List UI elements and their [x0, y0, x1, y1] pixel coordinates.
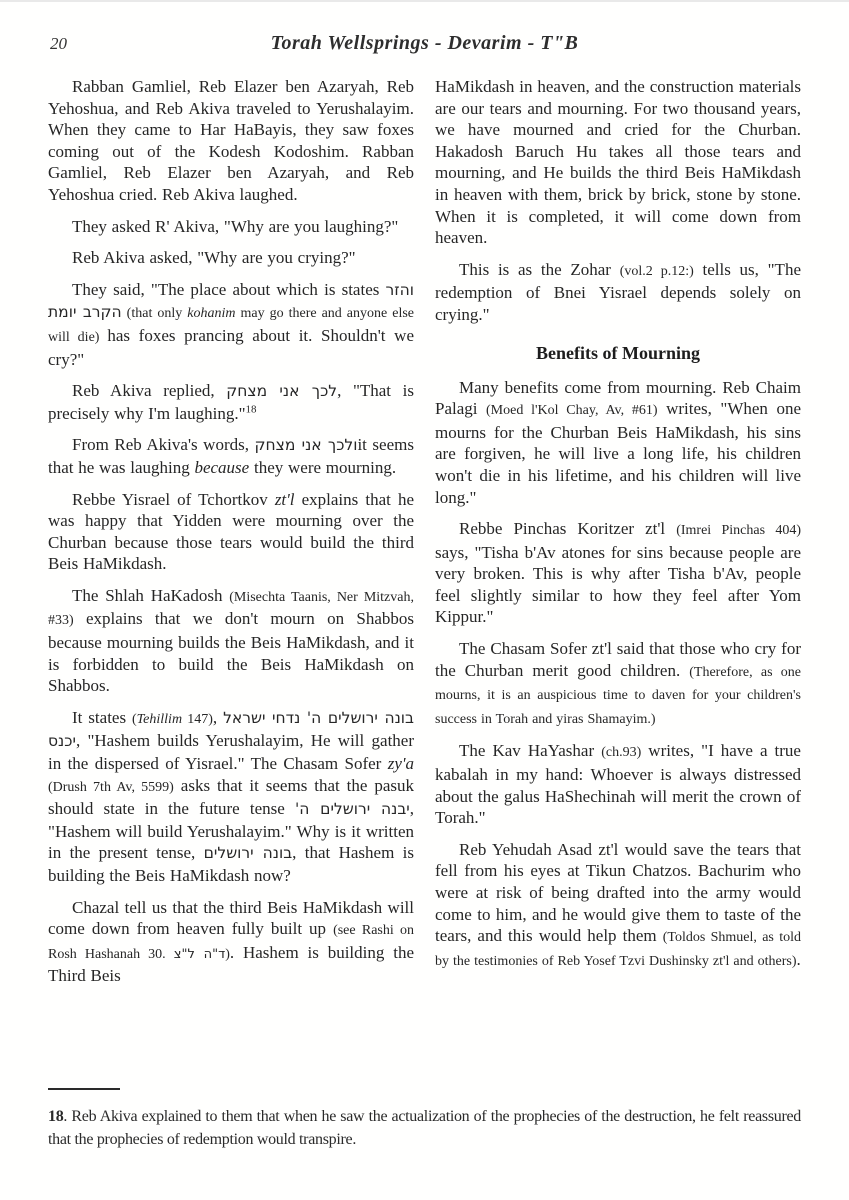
text-run: they were mourning.: [249, 457, 397, 477]
citation-text: (Imrei Pinchas 404): [676, 523, 801, 539]
footnote: [48, 1106, 801, 1151]
paragraph: [435, 740, 801, 828]
section-heading: Benefits of Mourning: [536, 342, 700, 363]
paragraph: [48, 585, 414, 697]
text-run: , that Hashem is building the Beis HaMikdash now?: [48, 843, 414, 885]
citation-text: (: [132, 711, 137, 727]
citation-text: may go there and anyone else will die): [48, 306, 414, 345]
text-run: This is as the Zohar: [459, 259, 620, 279]
citation-text: kohanim: [187, 306, 236, 322]
paragraph: [48, 247, 414, 269]
paragraph: [48, 76, 414, 206]
paragraph: [435, 839, 801, 973]
text-run: tells us, "The redemption of Bnei Yisrael depends solely on crying.": [435, 259, 801, 324]
text-run: explains that he was happy that Yidden were mourning over the Churban because those tears would build the third Beis HaMikdash.: [48, 489, 414, 574]
citation-text: ): [225, 946, 230, 962]
italic-text: zy'a: [387, 754, 414, 774]
paragraph: [48, 216, 414, 238]
italic-text: because: [194, 457, 250, 477]
hebrew-text: והזר הקרב יומת: [48, 280, 414, 322]
citation-text: Tehillim: [136, 711, 183, 727]
text-run: explains that we don't mourn on Shabbos because mourning builds the Beis HaMikdash, and it is forbidden to build the Beis HaMikdash on Shabbos.: [48, 609, 414, 696]
citation-text: (Toldos Shmuel, as told by the testimonies of Reb Yosef Tzvi Dushinsky zt'l and others): [435, 930, 801, 969]
paragraph: [48, 434, 414, 478]
text-run: Reb Akiva asked, "Why are you crying?": [72, 248, 356, 268]
text-run: says, "Tisha b'Av atones for sins because people are very broken. This is why after Tisha b'Av, people feel slightly similar to how they feel after Yom Kippur.": [435, 542, 801, 627]
text-run: They said, "The place about which is states: [72, 279, 386, 299]
citation-text: (that only: [121, 306, 188, 322]
text-run: HaMikdash in heaven, and the construction materials are our tears and mourning. For two thousand years, we have mourned and cried for the Churban. Hakadosh Baruch Hu takes all those tears and mourning, and He builds the third Beis HaMikdash in heaven with them, brick by brick, stone by stone. When it is completed, it will come down from heaven.: [435, 77, 801, 248]
text-run: Many benefits come from mourning. Reb Chaim Palagi: [435, 377, 801, 419]
hebrew-text: יבנה ירושלים ה': [294, 800, 410, 819]
text-run: The Kav HaYashar: [459, 741, 602, 761]
paragraph: [435, 518, 801, 628]
hebrew-text: ולכך אני מצחק: [254, 436, 358, 455]
citation-text: (vol.2 p.12:): [619, 263, 694, 279]
text-run: Reb Akiva replied,: [72, 381, 227, 401]
footnote-text: . Reb Akiva explained to them that when he saw the actualization of the prophecies of the destruction, he felt reassured that the prophecies of redemption would transpire.: [48, 1108, 801, 1148]
text-run: asks that it seems that the pasuk should state in the future tense: [48, 775, 415, 819]
paragraph: [48, 380, 414, 424]
running-title: Torah Wellsprings - Devarim - T"B: [270, 32, 579, 54]
footnote-separator: [48, 1088, 120, 1090]
citation-text: 147): [182, 711, 213, 727]
paragraph: [48, 279, 414, 370]
text-run: Rebbe Yisrael of Tchortkov: [72, 489, 275, 509]
citation-text: (Misechta Taanis, Ner Mitzvah, #33): [48, 589, 414, 629]
text-run: Rabban Gamliel, Reb Elazer ben Azaryah, Reb Yehoshua, and Reb Akiva traveled to Yerushalayim. When they came to Har HaBayis, they saw foxes coming out of the Kodesh Kodoshim. Rabban Gamliel, Reb Elazer ben Azaryah, and Reb Yehoshua cried. Reb Akiva laughed.: [48, 77, 414, 204]
text-run: They asked R' Akiva, "Why are you laughing?": [72, 216, 399, 236]
text-run: writes, "When one mourns for the Churban Beis HaMikdash, his sins are forgiven, he will live a long life, his children won't die in his lifetime, and his children will live long.": [435, 399, 801, 507]
footnote-reference: 18: [245, 403, 257, 416]
text-run: It states: [72, 707, 132, 727]
text-run: has foxes prancing about it. Shouldn't we cry?": [48, 325, 414, 369]
text-run: .: [796, 949, 801, 969]
hebrew-text: לכך אני מצחק: [226, 382, 338, 401]
right-column: [435, 76, 801, 1096]
text-run: From Reb Akiva's words,: [72, 435, 255, 455]
text-run: ,: [212, 707, 224, 727]
page-header: [48, 32, 801, 62]
text-run: Reb Yehudah Asad zt'l would save the tears that fell from his eyes at Tikun Chatzos. Bachurim who were at risk of being drafted into the army would come to him, and he would give them to taste of the tears, and this would help them: [435, 839, 801, 946]
citation-text: (see Rashi on Rosh Hashanah 30.: [48, 923, 414, 962]
text-run: Rebbe Pinchas Koritzer zt'l: [459, 519, 677, 539]
citation-text: (Moed l'Kol Chay, Av, #61): [486, 403, 658, 419]
hebrew-text: בונה ירושלים: [203, 844, 293, 863]
text-run: The Chasam Sofer zt'l said that those who cry for the Churban merit good children.: [435, 639, 801, 680]
citation-text: (Therefore, as one mourns, it is an auspicious time to daven for your children's success in Torah and yiras Shamayim.): [435, 664, 801, 727]
hebrew-text: בונה ירושלים ה' נדחי ישראל יכנס: [48, 708, 414, 751]
text-run: The Shlah HaKadosh: [72, 585, 230, 605]
text-run: Chazal tell us that the third Beis HaMikdash will come down from heaven fully built up: [48, 897, 414, 939]
paragraph: [435, 76, 801, 249]
text-columns: [48, 76, 801, 1096]
page-number: 20: [50, 34, 67, 53]
text-run: , "Hashem builds Yerushalayim, He will gather in the dispersed of Yisrael." The Chasam Sofer: [48, 731, 414, 774]
paragraph: [48, 489, 414, 575]
text-run: . Hashem is building the Third Beis: [48, 942, 414, 986]
text-run: , "That is precisely why I'm laughing.": [48, 381, 414, 423]
text-run: it seems that he was laughing: [48, 435, 414, 477]
citation-text: (ch.93): [601, 745, 642, 761]
footnote-number: 18: [48, 1108, 64, 1125]
footnote-area: [48, 1088, 801, 1151]
paragraph: [48, 707, 414, 887]
paragraph: [435, 259, 801, 326]
scan-edge-artifact: [0, 0, 849, 2]
text-run: , "Hashem will build Yerushalayim." Why is it written in the present tense,: [48, 799, 414, 863]
citation-text: (Drush 7th Av, 5599): [48, 779, 174, 795]
paragraph: [48, 897, 414, 987]
hebrew-text: ד"ה ל"צ: [173, 946, 226, 962]
left-column: [48, 76, 414, 1096]
text-run: writes, "I have a true kabalah in my hand: Whoever is always distressed about the galus HaShechinah will merit the crown of Torah.": [435, 741, 801, 828]
paragraph: [435, 638, 801, 730]
paragraph: [435, 377, 801, 509]
italic-text: zt'l: [274, 489, 295, 509]
